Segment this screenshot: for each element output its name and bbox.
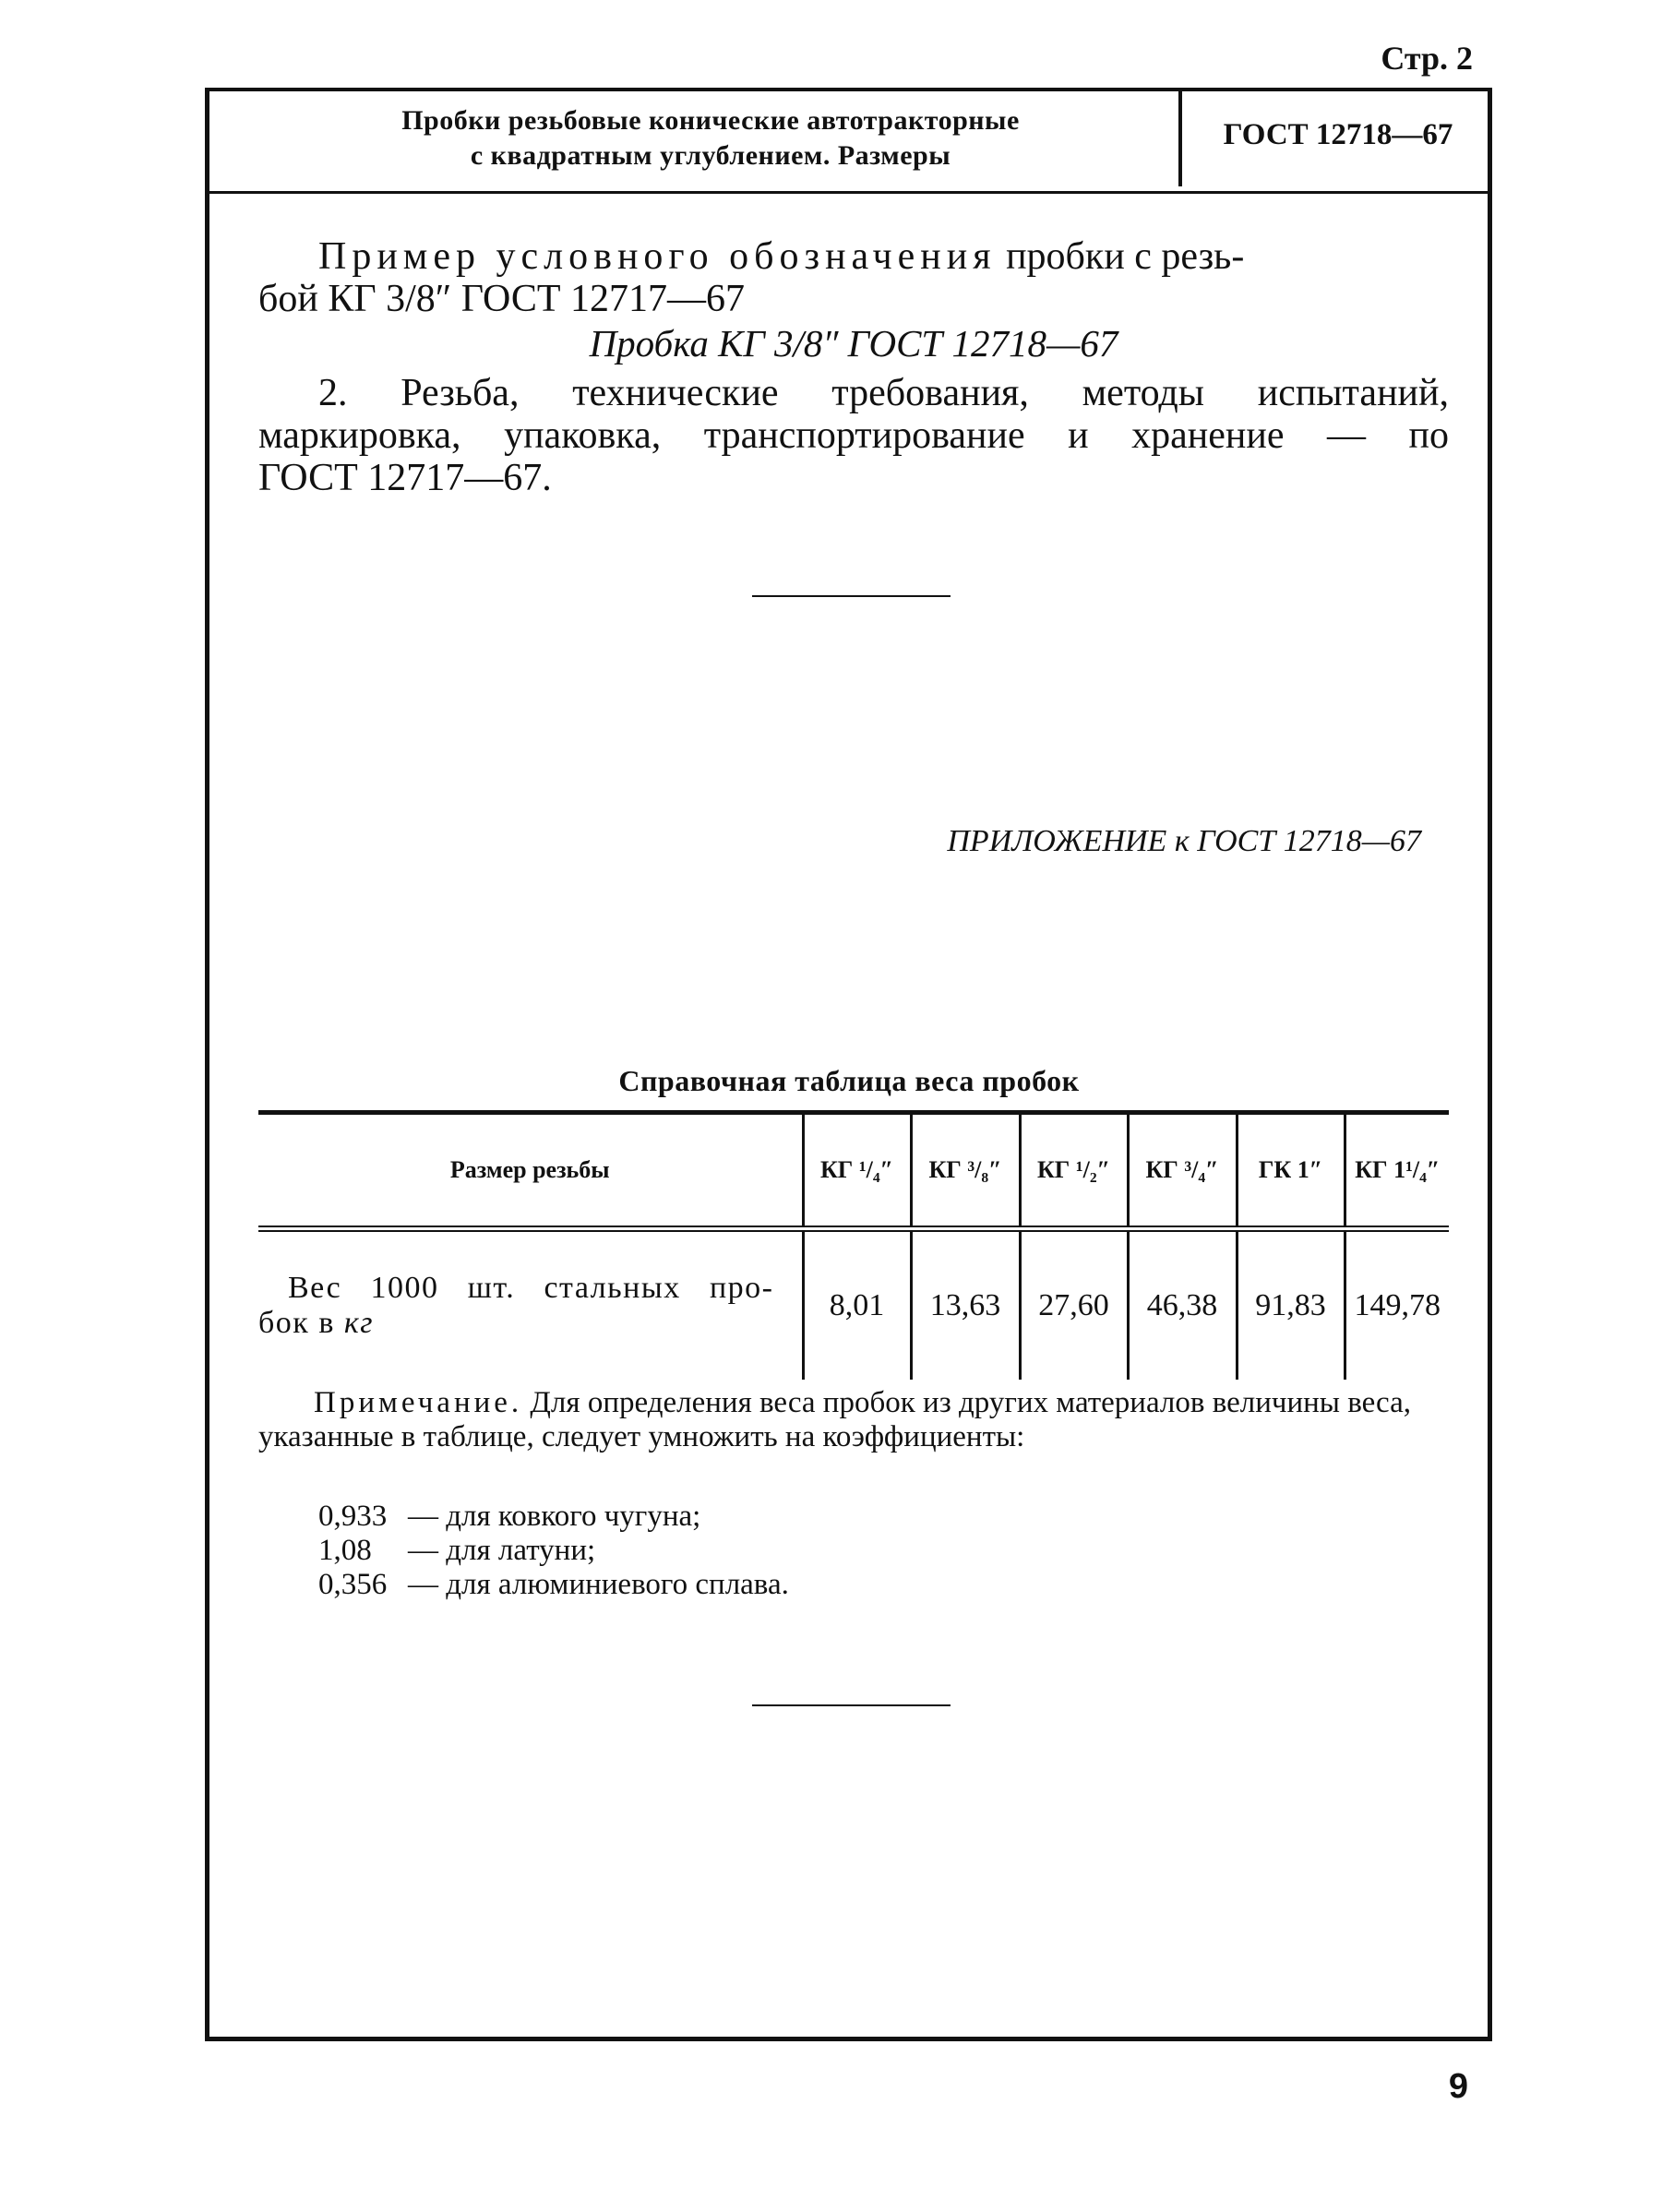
header-divider-rule [205,191,1492,194]
note-text: Для определения веса пробок из других материалов величины веса, указанные в таблице, следует умножить на коэффициенты: [258,1386,1412,1453]
list-item [318,1500,789,1534]
row-label-unit: кг [343,1306,375,1340]
header-standard-number: ГОСТ 12718—67 [1223,118,1453,151]
section-separator [752,1704,951,1706]
list-item [318,1534,789,1568]
appendix-title: ПРИЛОЖЕНИЕ к ГОСТ 12718—67 [947,824,1421,858]
table-header-row [258,1113,1449,1229]
column-header: КГ ¹/₂″ [1020,1113,1128,1229]
value-cell: 149,78 [1345,1229,1449,1381]
list-item [318,1568,789,1602]
coefficient-text: — для ковкого чугуна; [408,1500,701,1533]
table-row [258,1229,1449,1381]
column-header: ГК 1″ [1237,1113,1345,1229]
coefficient-text: — для алюминиевого сплава. [408,1568,789,1601]
frame-top-border [205,88,1492,91]
header-title-line2: с квадратным углублением. Размеры [470,140,951,171]
header-title-line1: Пробки резьбовые конические автотракторные [401,105,1020,136]
page-label: Стр. 2 [1381,40,1473,77]
coefficient-text: — для латуни; [408,1534,596,1567]
frame-right-border [1488,88,1492,2039]
table-title: Справочная таблица веса пробок [618,1064,1080,1097]
example-paragraph [258,235,1449,320]
value-cell: 46,38 [1128,1229,1237,1381]
column-header: КГ ¹/₄″ [803,1113,911,1229]
header-title [277,103,1144,173]
column-header: КГ ³/₄″ [1128,1113,1237,1229]
weight-table [258,1110,1449,1380]
value-cell: 8,01 [803,1229,911,1381]
row-label-line1: Вес 1000 шт. стальных про- [288,1271,774,1305]
clause-2-paragraph [258,372,1449,499]
example-line2: бой КГ 3/8″ ГОСТ 12717—67 [258,278,746,320]
coefficient-value: 1,08 [318,1534,372,1567]
note-lead: Примечание. [314,1386,523,1419]
value-cell: 27,60 [1020,1229,1128,1381]
clause-2-line3: ГОСТ 12717—67. [258,457,552,499]
clause-2-line1: 2. Резьба, технические требования, методы испытаний, [318,372,1449,414]
example-lead: Пример условного обозначения [318,235,997,278]
table-note [258,1386,1449,1454]
row-label-cell [258,1229,803,1381]
column-header: КГ 1¹/₄″ [1345,1113,1449,1229]
row-label-line2-text: бок в [258,1306,344,1340]
coefficient-value: 0,356 [318,1568,388,1601]
example-designation: Пробка КГ 3/8″ ГОСТ 12718—67 [589,322,1118,365]
frame-bottom-border [205,2037,1492,2041]
header-vertical-divider [1178,90,1182,186]
coefficient-list [318,1500,789,1602]
value-cell: 91,83 [1237,1229,1345,1381]
column-header: КГ ³/₈″ [911,1113,1020,1229]
coefficient-value: 0,933 [318,1500,388,1533]
example-rest: пробки с резь- [996,235,1245,278]
value-cell: 13,63 [911,1229,1020,1381]
section-separator [752,595,951,597]
page-number: 9 [1448,2067,1468,2106]
row-label-line2 [258,1306,774,1341]
row-header-cell: Размер резьбы [258,1113,803,1229]
example-line1 [258,235,1449,278]
clause-2-line2: маркировка, упаковка, транспортирование и хранение — по [258,414,1449,457]
frame-left-border [205,88,209,2039]
